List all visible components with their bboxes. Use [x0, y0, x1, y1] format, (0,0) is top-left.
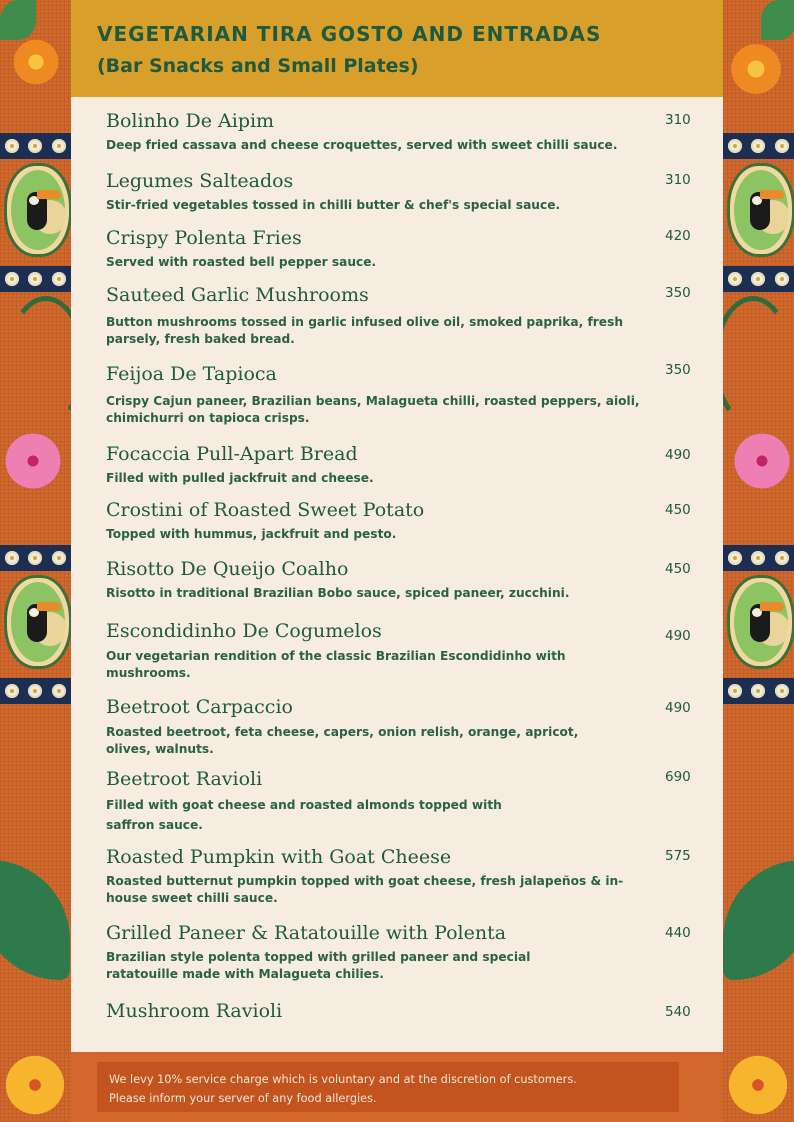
menu-item — [106, 363, 706, 427]
lily-icon — [10, 36, 62, 88]
daisy-strip-icon — [723, 545, 794, 571]
item-price: 310 — [665, 112, 691, 128]
item-name: Sauteed Garlic Mushrooms — [106, 284, 369, 306]
daisy-strip-icon — [723, 133, 794, 159]
lily-icon — [727, 40, 785, 98]
daisy-strip-icon — [0, 678, 71, 704]
hibiscus-icon — [2, 430, 64, 492]
item-price: 690 — [665, 769, 691, 785]
menu-subtitle: (Bar Snacks and Small Plates) — [97, 55, 419, 77]
item-name: Mushroom Ravioli — [106, 1000, 283, 1022]
menu-item — [106, 846, 706, 907]
item-name: Risotto De Queijo Coalho — [106, 558, 349, 580]
left-border — [0, 0, 71, 1122]
item-description: Risotto in traditional Brazilian Bobo sauce, spiced paneer, zucchini. — [106, 586, 570, 600]
monstera-leaf-icon — [0, 860, 70, 980]
item-name: Beetroot Ravioli — [106, 768, 263, 790]
menu-footer — [71, 1052, 723, 1122]
menu-item — [106, 696, 706, 758]
menu-item — [106, 768, 706, 835]
menu-list — [71, 97, 723, 1052]
daisy-strip-icon — [723, 266, 794, 292]
item-name: Crispy Polenta Fries — [106, 227, 302, 249]
toucan-icon — [4, 163, 71, 257]
menu-item — [106, 110, 706, 154]
menu-item — [106, 558, 706, 602]
item-description: Button mushrooms tossed in garlic infused olive oil, smoked paprika, fresh parsely, fresh baked bread. — [106, 315, 623, 346]
item-price: 450 — [665, 561, 691, 577]
item-description: Filled with pulled jackfruit and cheese. — [106, 471, 374, 485]
footer-notice — [97, 1062, 679, 1112]
item-price: 490 — [665, 628, 691, 644]
item-name: Legumes Salteados — [106, 170, 294, 192]
item-description: Deep fried cassava and cheese croquettes, served with sweet chilli sauce. — [106, 138, 618, 152]
item-description: Stir-fried vegetables tossed in chilli butter & chef's special sauce. — [106, 198, 561, 212]
item-price: 420 — [665, 228, 691, 244]
hibiscus-icon — [731, 430, 793, 492]
item-name: Feijoa De Tapioca — [106, 363, 277, 385]
monstera-leaf-icon — [723, 860, 794, 980]
item-price: 350 — [665, 285, 691, 301]
item-description: Roasted butternut pumpkin topped with goat cheese, fresh jalapeños & in-house sweet chilli sauce. — [106, 874, 624, 905]
item-name: Roasted Pumpkin with Goat Cheese — [106, 846, 452, 868]
hibiscus-icon — [2, 1052, 68, 1118]
item-price: 350 — [665, 362, 691, 378]
menu-header — [71, 0, 723, 97]
item-name: Bolinho De Aipim — [106, 110, 275, 132]
item-price: 450 — [665, 502, 691, 518]
item-name: Beetroot Carpaccio — [106, 696, 293, 718]
vine-icon — [723, 296, 793, 426]
item-price: 540 — [665, 1004, 691, 1020]
menu-item — [106, 227, 706, 271]
item-name: Crostini of Roasted Sweet Potato — [106, 499, 425, 521]
leaf-icon — [0, 0, 36, 40]
vine-icon — [6, 296, 71, 426]
item-description: Topped with hummus, jackfruit and pesto. — [106, 527, 397, 541]
daisy-strip-icon — [0, 545, 71, 571]
daisy-strip-icon — [0, 266, 71, 292]
toucan-icon — [727, 575, 794, 669]
menu-item — [106, 922, 706, 983]
item-description: Brazilian style polenta topped with grilled paneer and special ratatouille made with Malagueta chilies. — [106, 950, 531, 981]
item-price: 490 — [665, 447, 691, 463]
menu-title: VEGETARIAN TIRA GOSTO AND ENTRADAS — [97, 22, 602, 46]
menu-item — [106, 1000, 706, 1022]
item-description: Filled with goat cheese and roasted almonds topped with saffron sauce. — [106, 798, 502, 832]
item-price: 440 — [665, 925, 691, 941]
menu-item — [106, 620, 706, 682]
item-description: Roasted beetroot, feta cheese, capers, onion relish, orange, apricot, olives, walnuts. — [106, 725, 579, 756]
menu-item — [106, 170, 706, 214]
daisy-strip-icon — [723, 678, 794, 704]
item-name: Focaccia Pull-Apart Bread — [106, 443, 358, 465]
item-price: 310 — [665, 172, 691, 188]
toucan-icon — [727, 163, 794, 257]
hibiscus-icon — [725, 1052, 791, 1118]
item-price: 575 — [665, 848, 691, 864]
allergy-note: Please inform your server of any food allergies. — [109, 1092, 377, 1105]
item-description: Served with roasted bell pepper sauce. — [106, 255, 377, 269]
item-description: Crispy Cajun paneer, Brazilian beans, Malagueta chilli, roasted peppers, aioli, chimichurri on tapioca crisps. — [106, 394, 640, 425]
service-charge-note: We levy 10% service charge which is voluntary and at the discretion of customers. — [109, 1073, 577, 1086]
menu-item — [106, 443, 706, 487]
menu-item — [106, 499, 706, 543]
right-border — [723, 0, 794, 1122]
toucan-icon — [4, 575, 71, 669]
item-description: Our vegetarian rendition of the classic Brazilian Escondidinho with mushrooms. — [106, 649, 566, 680]
daisy-strip-icon — [0, 133, 71, 159]
item-name: Escondidinho De Cogumelos — [106, 620, 382, 642]
item-price: 490 — [665, 700, 691, 716]
item-name: Grilled Paneer & Ratatouille with Polenta — [106, 922, 507, 944]
leaf-icon — [761, 0, 794, 40]
menu-item — [106, 284, 706, 348]
